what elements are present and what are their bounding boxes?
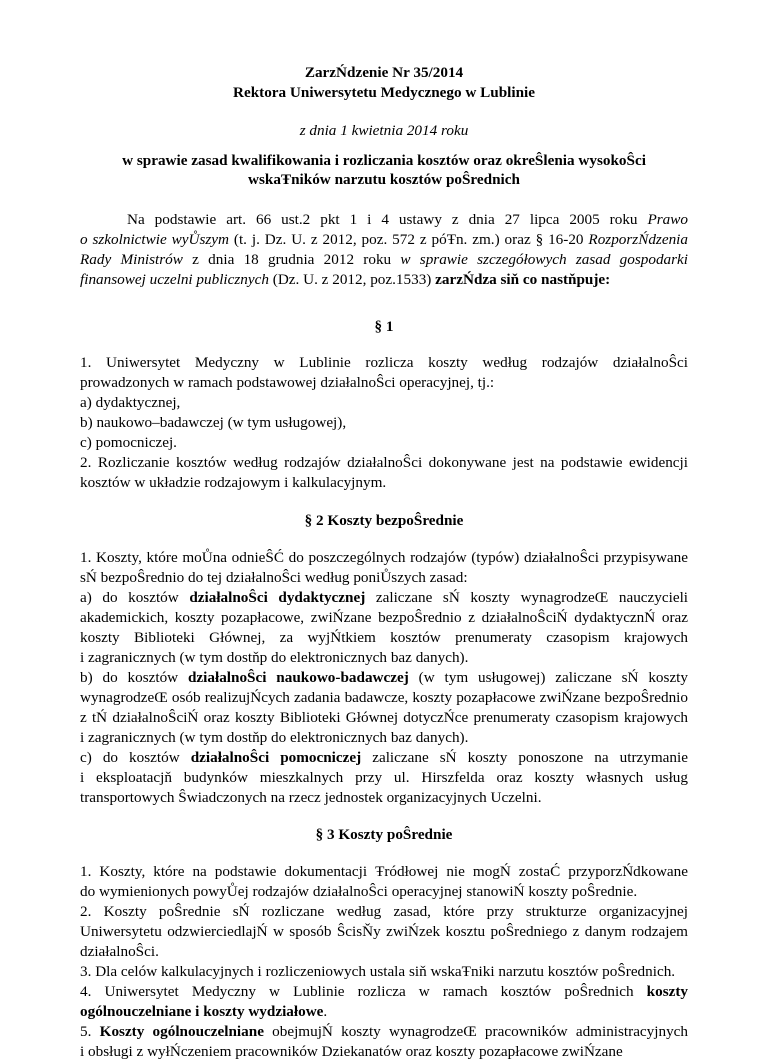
s2-line: b) do kosztów działalnoŜci naukowo-badawczej (w tym usługowej) zaliczane sŃ koszty [80,669,688,686]
section-1-heading: § 1 [374,318,394,335]
s2-line: koszty Biblioteki Głównej, za wyjŃtkiem kosztów prenumeraty czasopism krajowych [80,629,688,646]
s3-line: ogólnouczelniane i koszty wydziałowe. [80,1003,328,1020]
intro-line-1: Na podstawie art. 66 ust.2 pkt 1 i 4 ustawy z dnia 27 lipca 2005 roku Prawo [127,211,688,228]
subject-line-2: wskaŦników narzutu kosztów poŜrednich [248,171,520,188]
s2-line: i zagranicznych (w tym dostňp do elektronicznych baz danych). [80,729,469,746]
s1-line: 2. Rozliczanie kosztów według rodzajów działalnoŜci dokonywane jest na podstawie ewidencji [80,454,688,471]
s1-line: a) dydaktycznej, [80,394,181,411]
s2-line: i zagranicznych (w tym dostňp do elektronicznych baz danych). [80,649,469,666]
s3-line: 5. Koszty ogólnouczelniane obejmujŃ koszty wynagrodzeŒ pracowników administracyjnych [80,1023,689,1040]
s1-line: kosztów w układzie rodzajowym i kalkulacyjnym. [80,474,387,491]
intro-line-2: o szkolnictwie wyŮszym (t. j. Dz. U. z 2012, poz. 572 z póŦn. zm.) oraz § 16-20 RozporzŃdzenia [80,231,688,248]
emphasis: Prawo [647,211,688,228]
s2-line: 1. Koszty, które moŮna odnieŜĆ do poszczególnych rodzajów (typów) działalnoŜci przypisywane [80,549,688,566]
s3-line: 1. Koszty, które na podstawie dokumentacji Ŧródłowej nie mogŃ zostaĆ przyporzŃdkowane [80,863,688,880]
s3-line: i obsługi z wyłŃczeniem pracowników Dziekanatów oraz koszty pozapłacowe zwiŃzane [80,1043,623,1060]
title-line-1: ZarzŃdzenie Nr 35/2014 [304,64,464,81]
s2-line: transportowych Ŝwiadczonych na rzecz jednostek organizacyjnych Uczelni. [80,789,542,806]
s2-line: a) do kosztów działalnoŜci dydaktycznej zaliczane sŃ koszty wynagrodzeŒ nauczycieli [80,589,689,606]
emphasis: RozporzŃdzenia [588,231,688,248]
s2-line: akademickich, koszty pozapłacowe, zwiŃzane bezpoŜrednio z działalnoŜciŃ dydaktycznŃ oraz [80,609,688,626]
section-2-heading: § 2 Koszty bezpoŜrednie [304,512,464,529]
s1-line: c) pomocniczej. [80,434,177,451]
emphasis: działalnoŜci dydaktycznej [189,589,366,606]
s3-line: 3. Dla celów kalkulacyjnych i rozliczeniowych ustala siň wskaŦniki narzutu kosztów poŜrednich. [80,963,676,980]
subject-line-1: w sprawie zasad kwalifikowania i rozliczania kosztów oraz okreŜlenia wysokoŜci [122,152,646,169]
s2-line: sŃ bezpoŜrednio do tej działalnoŜci według poniŮszych zasad: [80,569,468,586]
emphasis: ogólnouczelniane i koszty wydziałowe [80,1003,324,1020]
s1-line: prowadzonych w ramach podstawowej działalnoŜci operacyjnej, tj.: [80,374,495,391]
emphasis: zarzŃdza siň co nastňpuje: [435,271,611,288]
s2-line: z tŃ działalnoŜciŃ oraz koszty Biblioteki Głównej dotyczŃce prenumeraty czasopism krajowych [80,709,688,726]
section-3-heading: § 3 Koszty poŜrednie [315,826,453,843]
emphasis: finansowej uczelni publicznych [80,271,269,288]
title-line-2: Rektora Uniwersytetu Medycznego w Lublinie [232,84,536,101]
emphasis: o szkolnictwie wyŮszym [80,231,229,248]
emphasis: Koszty ogólnouczelniane [99,1023,264,1040]
emphasis: Rady Ministrów [80,251,183,268]
s2-line: c) do kosztów działalnoŜci pomocniczej zaliczane sŃ koszty ponoszone na utrzymanie [80,749,688,766]
emphasis: koszty [646,983,688,1000]
s3-line: działalnoŜci. [80,943,159,960]
s1-line: b) naukowo–badawczej (w tym usługowej), [80,414,347,431]
s3-line: do wymienionych powyŮej rodzajów działalnoŜci operacyjnej stanowiŃ koszty poŜrednie. [80,883,638,900]
s3-line: 4. Uniwersytet Medyczny w Lublinie rozlicza w ramach kosztów poŜrednich koszty [80,983,688,1000]
s2-line: wynagrodzeŒ osób realizujŃcych zadania badawcze, koszty pozapłacowe zwiŃzane bezpoŜrednio [80,689,688,706]
s2-line: i eksploatacjň budynków mieszkalnych przy ul. Hirszfelda oraz koszty własnych usług [80,769,688,786]
intro-line-4: finansowej uczelni publicznych (Dz. U. z 2012, poz.1533) zarzŃdza siň co nastňpuje: [80,271,611,288]
emphasis: działalnoŜci naukowo-badawczej [187,669,409,686]
intro-line-3: Rady Ministrów z dnia 18 grudnia 2012 roku w sprawie szczegółowych zasad gospodarki [80,251,689,268]
s1-line: 1. Uniwersytet Medyczny w Lublinie rozlicza koszty według rodzajów działalnoŜci [80,354,688,371]
emphasis: działalnoŜci pomocniczej [190,749,362,766]
s3-line: 2. Koszty poŜrednie sŃ rozliczane według zasad, które przy strukturze organizacyjnej [80,903,688,920]
s3-line: Uniwersytetu odzwierciedlajŃ w sposób ŜcisŇy zwiŃzek kosztu poŜredniego z danym rodzajem [80,923,688,940]
emphasis: w sprawie szczegółowych zasad gospodarki [400,251,689,268]
document-date: z dnia 1 kwietnia 2014 roku [299,122,469,139]
